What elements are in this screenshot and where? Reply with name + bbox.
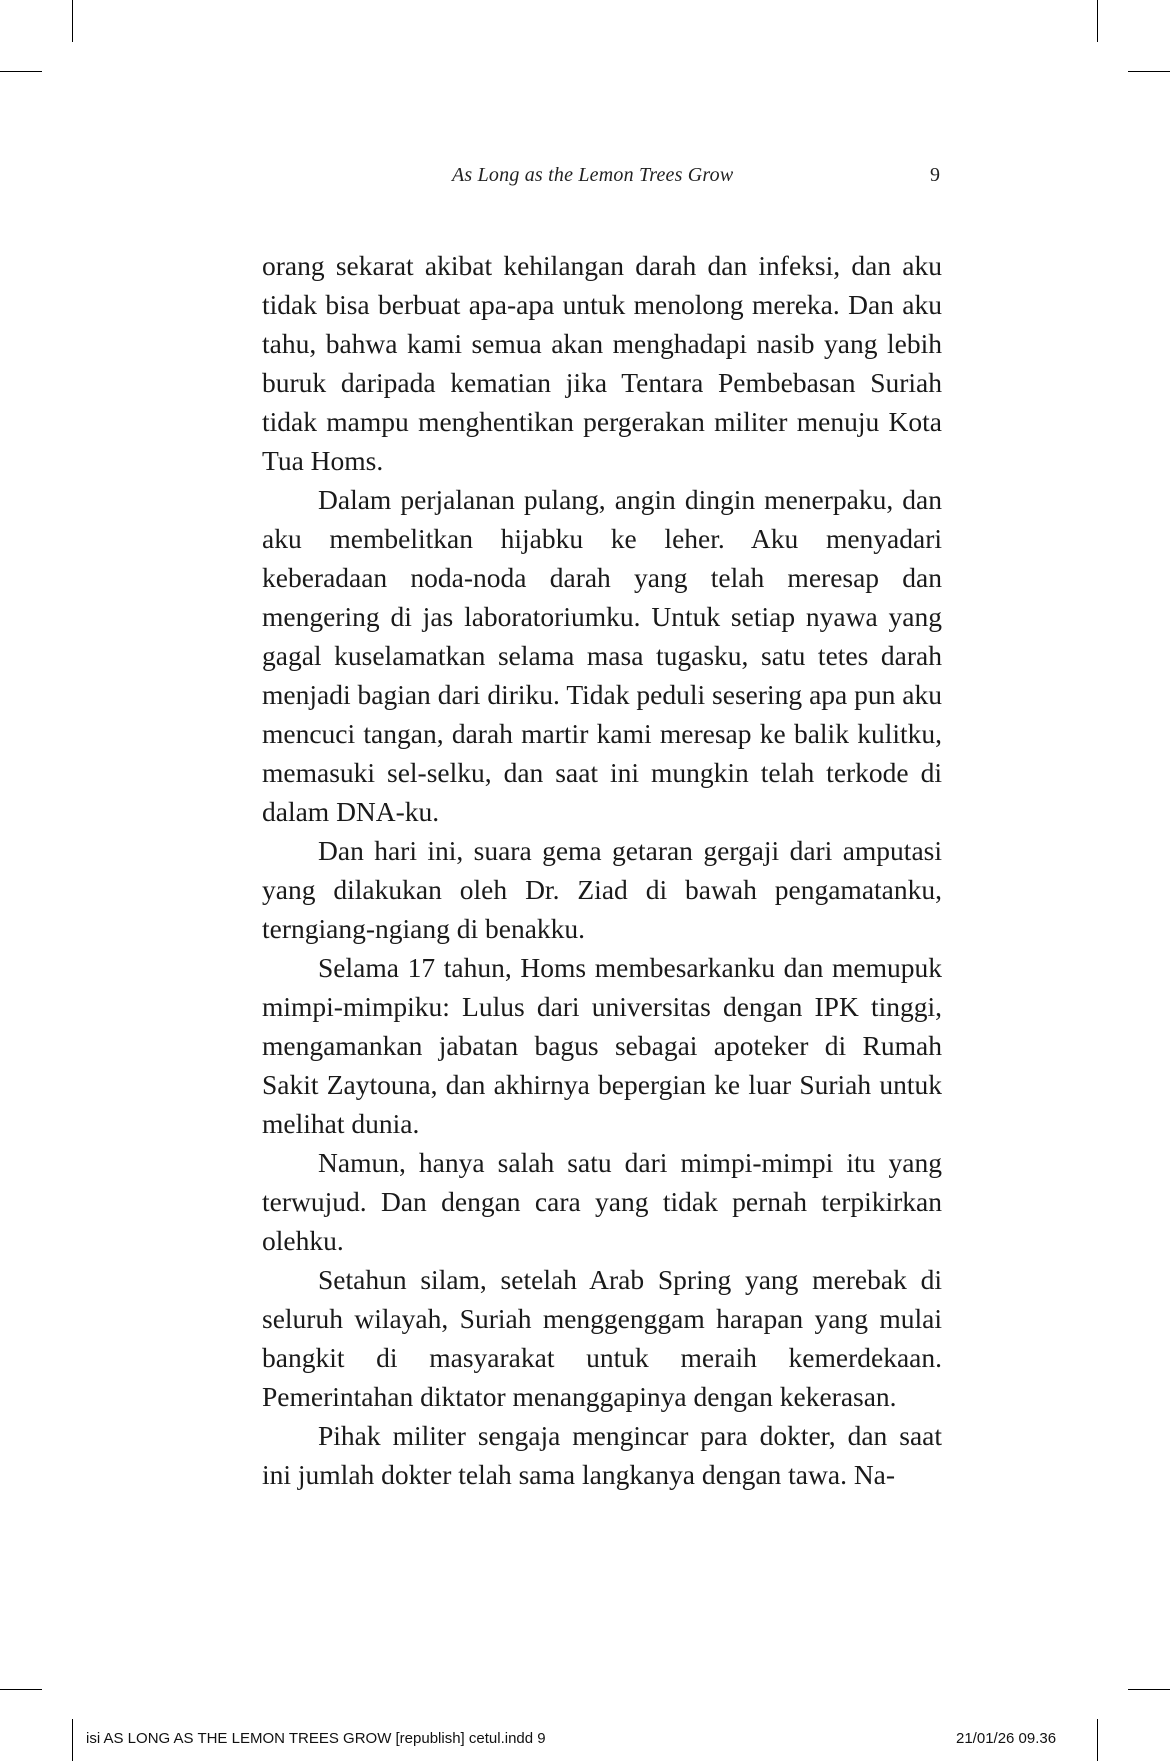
crop-mark-top-right: [1097, 0, 1098, 42]
running-head: [262, 164, 942, 192]
paragraph: Namun, hanya salah satu dari mimpi-mimpi itu yang terwujud. Dan dengan cara yang tidak pernah terpikirkan olehku.: [262, 1147, 942, 1256]
book-title: As Long as the Lemon Trees Grow: [452, 164, 734, 186]
slug-datetime: 21/01/26 09.36: [956, 1730, 1057, 1747]
slug-filename: isi AS LONG AS THE LEMON TREES GROW [republish] cetul.indd 9: [86, 1730, 546, 1747]
paragraph: Pihak militer sengaja mengincar para dokter, dan saat ini jumlah dokter telah sama langkanya dengan tawa. Na-: [262, 1420, 942, 1490]
crop-mark-bottom-left-h: [0, 1689, 42, 1690]
crop-mark-bottom-right-h: [1128, 1689, 1170, 1690]
page-number: 9: [930, 164, 940, 186]
paragraph: Dalam perjalanan pulang, angin dingin menerpaku, dan aku membelitkan hijabku ke leher. Aku menyadari keberadaan noda-noda darah yang telah meresap dan mengering di jas laboratoriumku. Untuk setiap nyawa yang gagal kuselamatkan selama masa tugasku, satu tetes darah menjadi bagian dari diriku. Tidak peduli sesering apa pun aku mencuci tangan, darah martir kami meresap ke balik kulitku, memasuki sel-selku, dan saat ini mungkin telah terkode di dalam DNA-ku.: [262, 484, 942, 827]
body-text: [262, 246, 942, 1494]
crop-mark-bottom-left: [72, 1719, 73, 1761]
paragraph: Selama 17 tahun, Homs membesarkanku dan memupuk mimpi-mimpiku: Lulus dari universitas dengan IPK tinggi, mengamankan jabatan bagus sebagai apoteker di Rumah Sakit Zaytouna, dan akhirnya bepergian ke luar Suriah untuk melihat dunia.: [262, 952, 942, 1139]
crop-mark-top-left-h: [0, 71, 42, 72]
crop-mark-bottom-right: [1097, 1719, 1098, 1761]
crop-mark-top-right-h: [1128, 71, 1170, 72]
paragraph: Setahun silam, setelah Arab Spring yang merebak di seluruh wilayah, Suriah menggenggam harapan yang mulai bangkit di masyarakat untuk meraih kemerdekaan. Pemerintahan diktator menanggapinya dengan kekerasan.: [262, 1264, 942, 1412]
crop-mark-top-left: [72, 0, 73, 42]
paragraph: orang sekarat akibat kehilangan darah dan infeksi, dan aku tidak bisa berbuat apa-apa untuk menolong mereka. Dan aku tahu, bahwa kami semua akan menghadapi nasib yang lebih buruk daripada kematian jika Tentara Pembebasan Suriah tidak mampu menghentikan pergerakan militer menuju Kota Tua Homs.: [262, 250, 942, 476]
paragraph: Dan hari ini, suara gema getaran gergaji dari amputasi yang dilakukan oleh Dr. Ziad di bawah pengamatanku, terngiang-ngiang di benakku.: [262, 835, 942, 944]
